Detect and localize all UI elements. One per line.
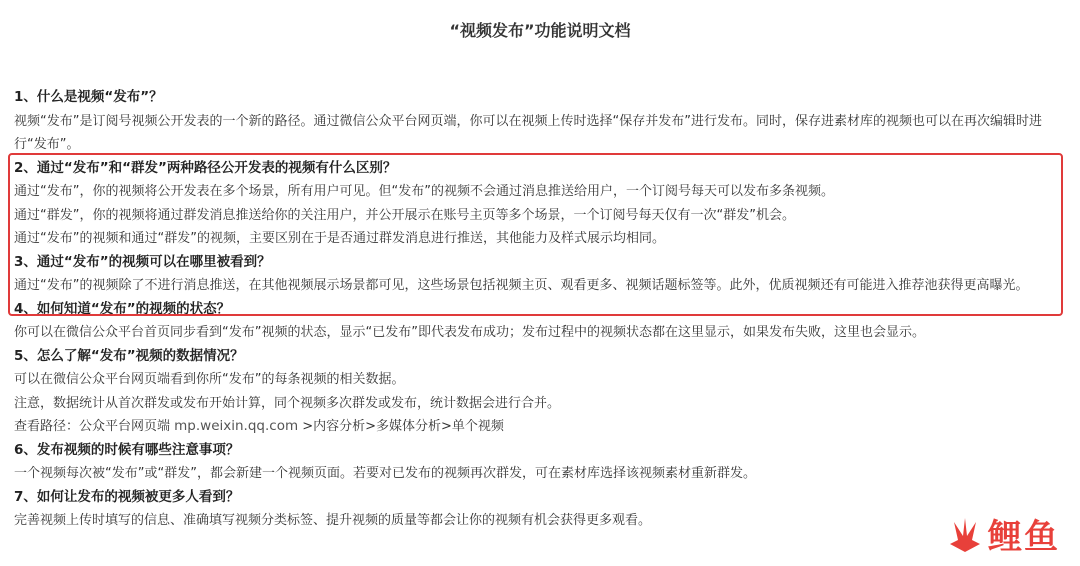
platform-url: mp.weixin.qq.com: [174, 418, 299, 434]
section-5-path: [14, 415, 1064, 439]
section-3-paragraph: 通过“发布”的视频除了不进行消息推送，在其他视频展示场景都可见，这些场景包括视频主页、观看更多、视频话题标签等。此外，优质视频还有可能进入推荐池获得更高曝光。: [14, 278, 1029, 293]
watermark-text: 鲤鱼: [988, 517, 1060, 557]
section-2-paragraph-3: 通过“发布”的视频和通过“群发”的视频，主要区别在于是否通过群发消息进行推送，其他能力及样式展示均相同。: [14, 231, 665, 246]
path-prefix: 查看路径：公众平台网页端: [14, 419, 175, 434]
fire-logo-icon: [946, 514, 984, 554]
section-5-paragraph-1: 可以在微信公众平台网页端看到你所“发布”的每条视频的相关数据。: [14, 372, 405, 387]
watermark-logo: [946, 509, 1060, 558]
section-1-paragraph: 视频“发布”是订阅号视频公开发表的一个新的路径。通过微信公众平台网页端，你可以在视频上传时选择“保存并发布”进行发布。同时，保存进素材库的视频也可以在再次编辑时进行“发布”。: [14, 113, 1042, 152]
section-4-heading: 4、如何知道“发布”的视频的状态？: [14, 300, 231, 317]
section-2-heading: 2、通过“发布”和“群发”两种路径公开发表的视频有什么区别？: [14, 159, 397, 176]
section-4-paragraph: 你可以在微信公众平台首页同步看到“发布”视频的状态，显示“已发布”即代表发布成功；发布过程中的视频状态都在这里显示，如果发布失败，这里也会显示。: [14, 325, 925, 340]
section-2-paragraph-1: 通过“发布”，你的视频将公开发表在多个场景，所有用户可见。但“发布”的视频不会通过消息推送给用户，一个订阅号每天可以发布多条视频。: [14, 184, 834, 199]
document-title: “视频发布”功能说明文档: [449, 21, 631, 40]
section-6-heading: 6、发布视频的时候有哪些注意事项？: [14, 441, 240, 458]
section-7-paragraph: 完善视频上传时填写的信息、准确填写视频分类标签、提升视频的质量等都会让你的视频有机会获得更多观看。: [14, 513, 652, 528]
section-5-paragraph-2: 注意，数据统计从首次群发或发布开始计算，同个视频多次群发或发布，统计数据会进行合并。: [14, 395, 561, 411]
section-3-heading: 3、通过“发布”的视频可以在哪里被看到？: [14, 253, 271, 270]
path-suffix: >内容分析>多媒体分析>单个视频: [298, 419, 504, 434]
document-body: [14, 86, 1064, 533]
section-5-heading: 5、怎么了解“发布”视频的数据情况？: [14, 347, 244, 364]
section-6-paragraph: 一个视频每次被“发布”或“群发”，都会新建一个视频页面。若要对已发布的视频再次群发，可在素材库选择该视频素材重新群发。: [14, 466, 756, 481]
section-2-paragraph-2: 通过“群发”，你的视频将通过群发消息推送给你的关注用户，并公开展示在账号主页等多个场景，一个订阅号每天仅有一次“群发”机会。: [14, 207, 795, 223]
section-1-heading: 1、什么是视频“发布”？: [14, 89, 163, 105]
section-7-heading: 7、如何让发布的视频被更多人看到？: [14, 488, 240, 505]
